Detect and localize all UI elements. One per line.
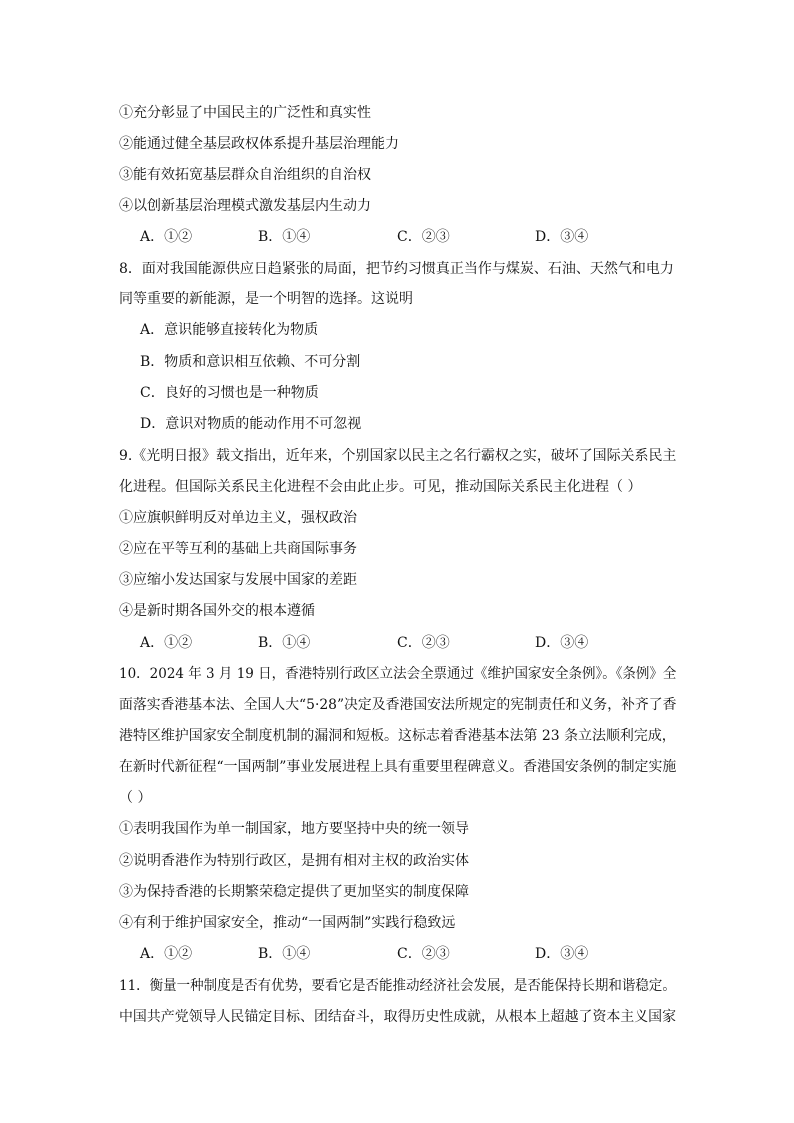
q9-item-1: ①应旗帜鲜明反对单边主义，强权政治 <box>119 510 357 526</box>
q10-option-b: B．①④ <box>258 946 311 962</box>
q7-option-d: D．③④ <box>535 229 589 245</box>
q7-option-b: B．①④ <box>258 229 311 245</box>
q7-item-1: ①充分彰显了中国民主的广泛性和真实性 <box>119 105 371 121</box>
q9-stem-line-1: 9.《光明日报》载文指出，近年来，个别国家以民主之名行霸权之实，破坏了国际关系民主 <box>119 448 677 464</box>
q9-option-d: D．③④ <box>535 635 589 651</box>
q9-option-a: A．①② <box>140 635 193 651</box>
q9-option-b: B．①④ <box>258 635 311 651</box>
q10-item-3: ③为保持香港的长期繁荣稳定提供了更加坚实的制度保障 <box>119 884 469 900</box>
q8-option-d: D．意识对物质的能动作用不可忽视 <box>140 416 362 432</box>
q10-item-4: ④有利于维护国家安全，推动“一国两制”实践行稳致远 <box>119 915 456 931</box>
q10-stem-line-4: 在新时代新征程“一国两制”事业发展进程上具有重要里程碑意义。香港国安条例的制定实施 <box>119 759 677 775</box>
q8-stem-line-2: 同等重要的新能源，是一个明智的选择。这说明 <box>119 291 413 307</box>
q10-stem-line-2: 面落实香港基本法、全国人大“5·28”决定及香港国安法所规定的宪制责任和义务，补齐了香 <box>119 697 677 713</box>
q9-item-2: ②应在平等互利的基础上共商国际事务 <box>119 541 357 557</box>
q10-option-c: C．②③ <box>397 946 450 962</box>
q9-item-4: ④是新时期各国外交的根本遵循 <box>119 603 315 619</box>
q8-option-c: C．良好的习惯也是一种物质 <box>140 385 319 401</box>
q10-item-2: ②说明香港作为特别行政区，是拥有相对主权的政治实体 <box>119 853 469 869</box>
q9-item-3: ③应缩小发达国家与发展中国家的差距 <box>119 572 357 588</box>
q7-item-2: ②能通过健全基层政权体系提升基层治理能力 <box>119 136 399 152</box>
q10-stem-line-5: （ ） <box>119 790 152 806</box>
q10-stem-line-3: 港特区维护国家安全制度机制的漏洞和短板。这标志着香港基本法第 23 条立法顺利完成， <box>119 728 676 744</box>
q8-stem-line-1: 8．面对我国能源供应日趋紧张的局面，把节约习惯真正当作与煤炭、石油、天然气和电力 <box>119 261 674 277</box>
q7-item-3: ③能有效拓宽基层群众自治组织的自治权 <box>119 167 371 183</box>
q9-option-c: C．②③ <box>397 635 450 651</box>
q10-option-d: D．③④ <box>535 946 589 962</box>
q7-item-4: ④以创新基层治理模式激发基层内生动力 <box>119 198 371 214</box>
q7-option-c: C．②③ <box>397 229 450 245</box>
q9-stem-line-2: 化进程。但国际关系民主化进程不会由此止步。可见，推动国际关系民主化进程（ ） <box>119 479 642 495</box>
q7-option-a: A．①② <box>140 229 193 245</box>
q8-option-b: B．物质和意识相互依赖、不可分割 <box>140 354 361 370</box>
q10-options <box>0 945 794 963</box>
q11-stem-line-2: 中国共产党领导人民锚定目标、团结奋斗，取得历史性成就，从根本上超越了资本主义国家 <box>119 1009 676 1025</box>
q10-stem-line-1: 10．2024 年 3 月 19 日，香港特别行政区立法会全票通过《维护国家安全条例》。《条例》全 <box>119 666 677 682</box>
q7-options <box>0 228 794 246</box>
q10-item-1: ①表明我国作为单一制国家，地方要坚持中央的统一领导 <box>119 821 469 837</box>
q11-stem-line-1: 11．衡量一种制度是否有优势，要看它是否能推动经济社会发展，是否能保持长期和谐稳定。 <box>119 978 676 994</box>
q10-option-a: A．①② <box>140 946 193 962</box>
q8-option-a: A．意识能够直接转化为物质 <box>140 322 319 338</box>
q9-options <box>0 634 794 652</box>
